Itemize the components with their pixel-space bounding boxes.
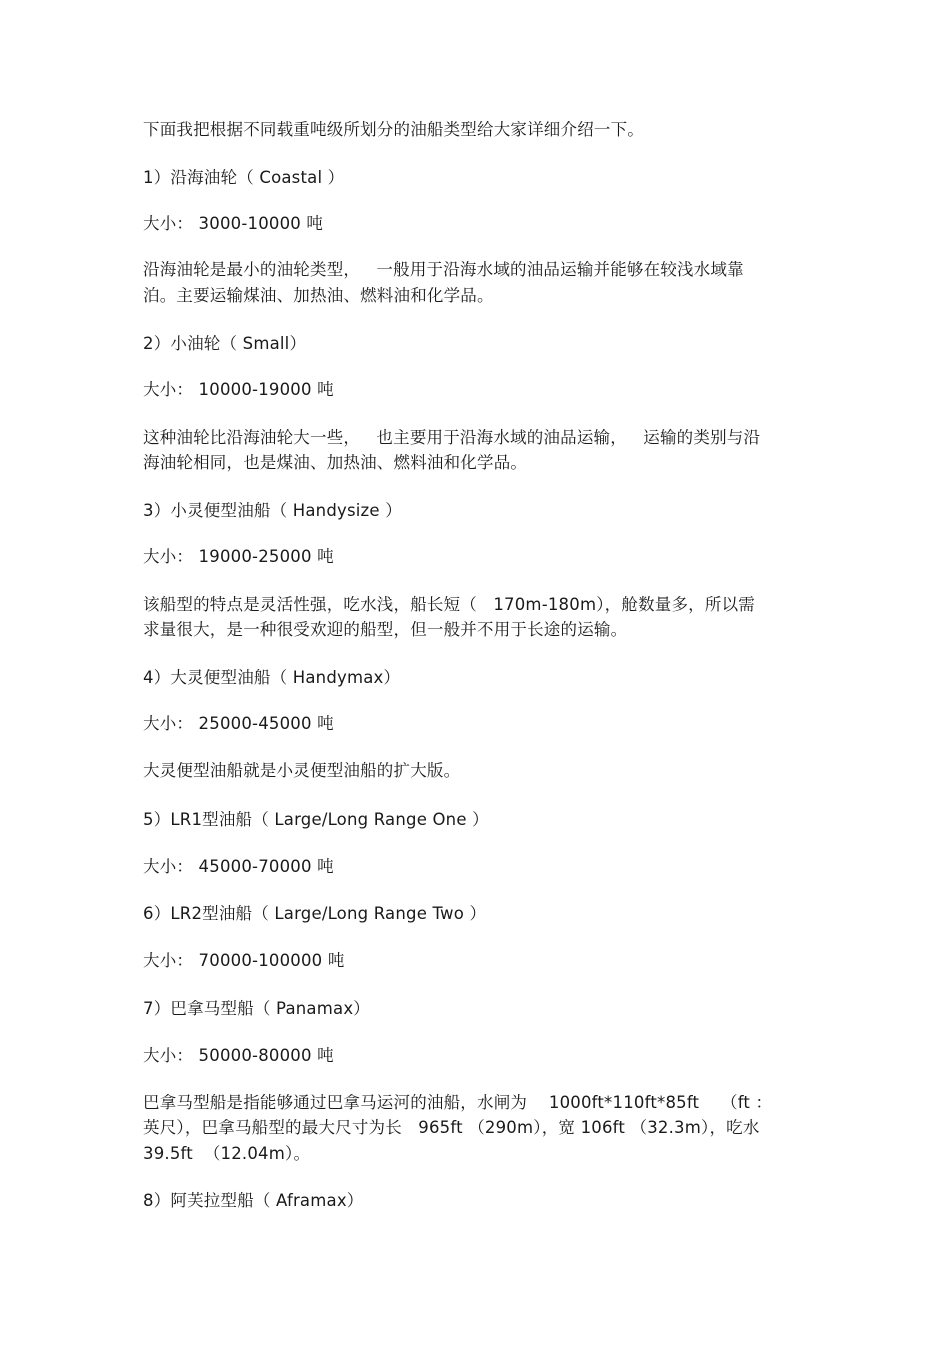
section-3-desc-line-1: 该船型的特点是灵活性强，吃水浅，船长短（ 170m-180m），舱数量多，所以需 (143, 595, 755, 614)
section-3-size: 大小： 19000-25000 吨 (143, 547, 334, 566)
section-1-heading: 1）沿海油轮（ Coastal ） (143, 168, 345, 187)
section-7-desc-line-2: 英尺），巴拿马船型的最大尺寸为长 965ft （290m），宽 106ft （32.3m），吃水 (143, 1118, 760, 1137)
section-2-desc-line-1: 这种油轮比沿海油轮大一些， 也主要用于沿海水域的油品运输， 运输的类别与沿 (143, 428, 761, 447)
intro-paragraph: 下面我把根据不同载重吨级所划分的油船类型给大家详细介绍一下。 (143, 120, 644, 139)
section-4-size: 大小： 25000-45000 吨 (143, 714, 334, 733)
section-7-desc-line-1: 巴拿马型船是指能够通过巴拿马运河的油船，水闸为 1000ft*110ft*85ft （ft ： (143, 1093, 773, 1112)
section-5-heading: 5）LR1型油船（ Large/Long Range One ） (143, 810, 489, 829)
section-3-heading: 3）小灵便型油船（ Handysize ） (143, 501, 402, 520)
section-4-heading: 4）大灵便型油船（ Handymax） (143, 668, 401, 687)
section-1-size: 大小： 3000-10000 吨 (143, 214, 324, 233)
section-1-desc-line-1: 沿海油轮是最小的油轮类型， 一般用于沿海水域的油品运输并能够在较浅水域靠 (143, 260, 744, 279)
section-6-size: 大小： 70000-100000 吨 (143, 951, 345, 970)
section-7-heading: 7）巴拿马型船（ Panamax） (143, 999, 370, 1018)
section-5-size: 大小： 45000-70000 吨 (143, 857, 334, 876)
section-3-desc-line-2: 求量很大，是一种很受欢迎的船型，但一般并不用于长途的运输。 (143, 620, 628, 639)
section-1-desc-line-2: 泊。主要运输煤油、加热油、燃料油和化学品。 (143, 286, 494, 305)
section-7-desc-line-3: 39.5ft （12.04m）。 (143, 1144, 311, 1163)
section-2-heading: 2）小油轮（ Small） (143, 334, 307, 353)
section-7-size: 大小： 50000-80000 吨 (143, 1046, 334, 1065)
section-2-size: 大小： 10000-19000 吨 (143, 380, 334, 399)
section-2-desc-line-2: 海油轮相同，也是煤油、加热油、燃料油和化学品。 (143, 453, 528, 472)
section-8-heading: 8）阿芙拉型船（ Aframax） (143, 1191, 364, 1210)
section-6-heading: 6）LR2型油船（ Large/Long Range Two ） (143, 904, 487, 923)
section-4-desc-line-1: 大灵便型油船就是小灵便型油船的扩大版。 (143, 761, 461, 780)
